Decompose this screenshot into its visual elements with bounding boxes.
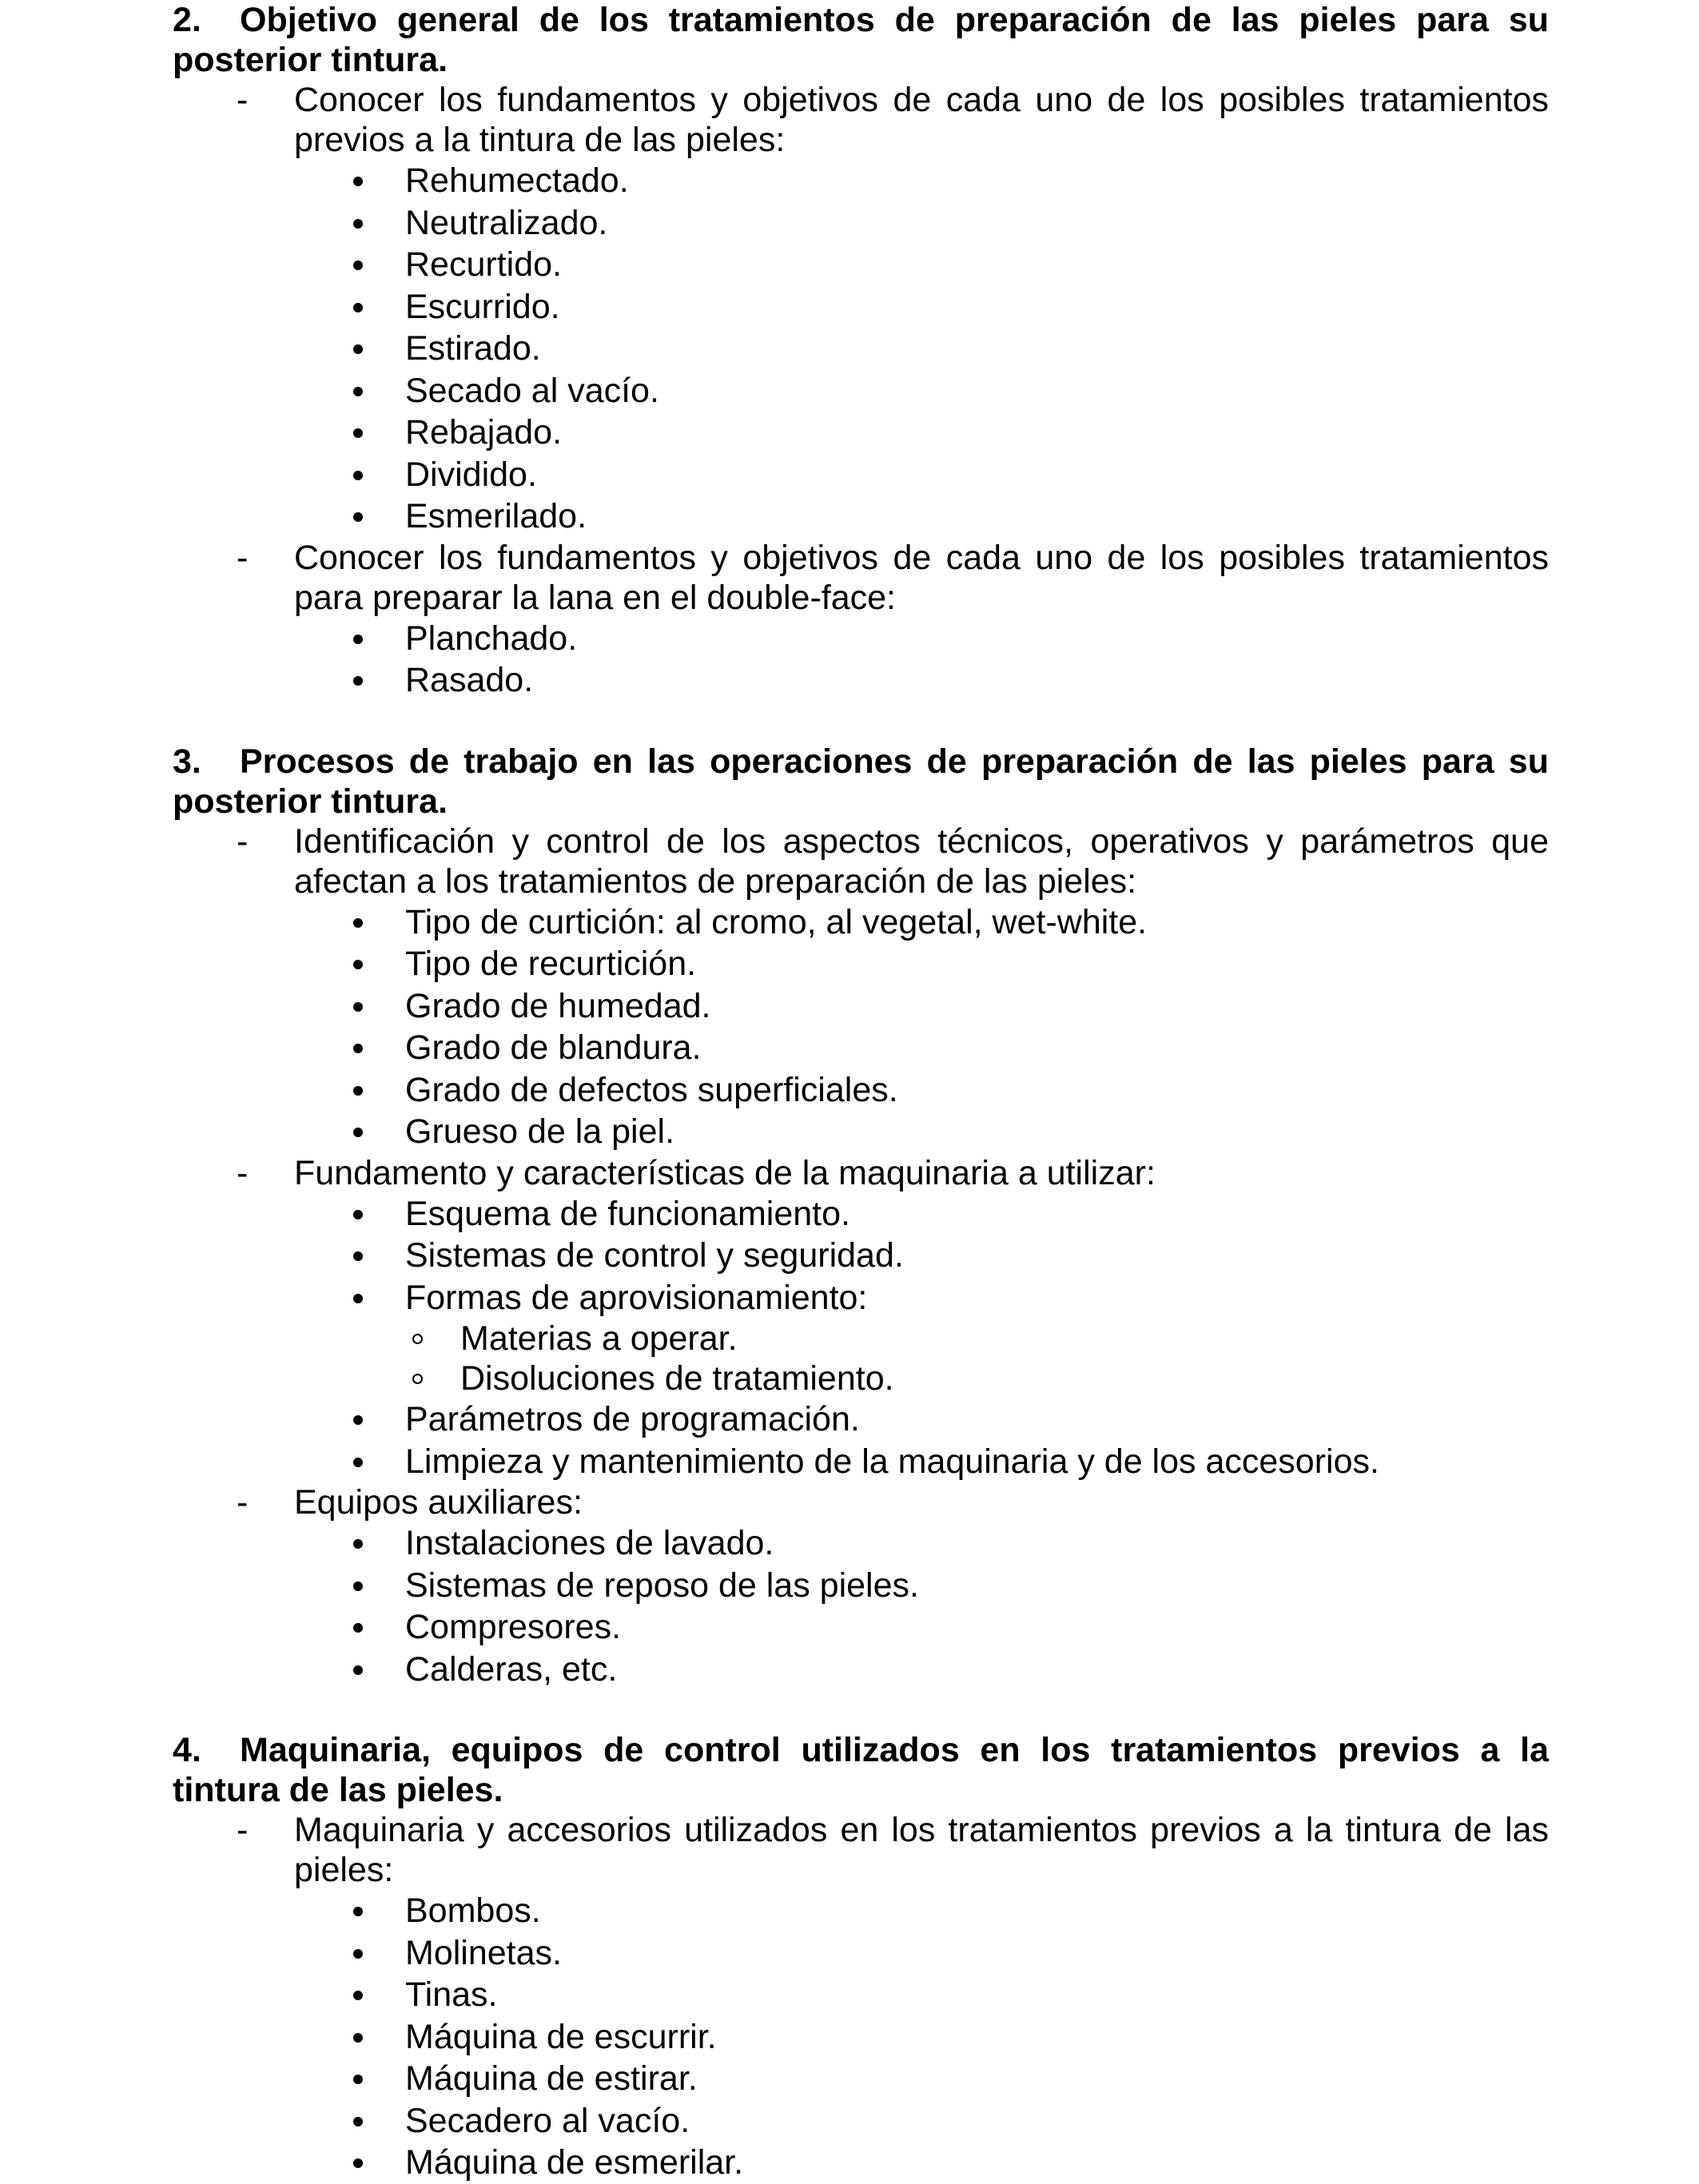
bullet-item [173,1522,1549,1565]
bullet-item [173,985,1549,1028]
bullet-text: Instalaciones de lavado. [405,1524,774,1562]
bullet-item [173,2016,1549,2059]
bullet-text: Tipo de curtición: al cromo, al vegetal, wet-white. [405,902,1148,941]
dash-list-item [173,1482,1549,1522]
bullet-item [173,901,1549,944]
bullet-item [173,2058,1549,2100]
bullet-text: Rebajado. [405,413,563,452]
bullet-text: Tinas. [405,1975,498,2014]
bullet-icon [353,1294,363,1303]
bullet-text: Rasado. [405,661,534,699]
bullet-item [173,244,1549,286]
section-title-text: Maquinaria, equipos de control utilizados en los tratamientos previos a la tintura de las pieles. [173,1731,1549,1809]
sub-bullet-item [173,1359,1549,1398]
dash-marker: - [237,1153,249,1192]
bullet-icon [353,2117,363,2126]
bullet-icon [353,1251,363,1261]
section-title-text: Objetivo general de los tratamientos de preparación de las pieles para su posterior tintura. [173,1,1549,79]
bullet-icon [353,1991,363,2000]
bullet-text: Bombos. [405,1892,541,1930]
bullet-icon [353,1539,363,1549]
bullet-icon [353,1002,363,1012]
bullet-item [173,1441,1549,1483]
bullet-icon [353,960,363,969]
bullet-text: Secadero al vacío. [405,2101,690,2140]
bullet-item [173,370,1549,412]
bullet-list [173,618,1549,702]
dash-list-item [173,538,1549,618]
section-number: 3. [173,742,201,781]
bullet-text: Sistemas de control y seguridad. [405,1236,904,1275]
bullet-text: Rehumectado. [405,161,629,200]
section-number: 2. [173,1,201,39]
bullet-text: Grado de defectos superficiales. [405,1070,898,1109]
dash-marker: - [237,538,249,577]
section-number: 4. [173,1731,201,1769]
bullet-icon [353,2075,363,2084]
circle-bullet-icon [412,1374,423,1384]
sub-bullet-item [173,1319,1549,1359]
bullet-item [173,1235,1549,1277]
bullet-text: Secado al vacío. [405,371,659,410]
bullet-text: Dividido. [405,455,537,494]
dash-marker: - [237,81,249,119]
bullet-item [173,495,1549,538]
dash-item-text: Conocer los fundamentos y objetivos de cada uno de los posibles tratamientos previos a la tintura de las pieles: [294,81,1549,159]
bullet-text: Recurtido. [405,245,562,284]
bullet-icon [353,344,363,354]
bullet-text: Máquina de estirar. [405,2059,698,2098]
dash-list-item [173,1153,1549,1193]
bullet-icon [353,1044,363,1053]
dash-item-text: Conocer los fundamentos y objetivos de cada uno de los posibles tratamientos para preparar la lana en el double-face: [294,538,1549,617]
bullet-list [173,1193,1549,1483]
dash-item-text: Maquinaria y accesorios utilizados en los tratamientos previos a la tintura de las pieles: [294,1811,1549,1889]
bullet-icon [353,918,363,928]
document-body [173,0,1549,2184]
bullet-item [173,286,1549,328]
bullet-text: Sistemas de reposo de las pieles. [405,1565,919,1605]
bullet-text: Máquina de escurrir. [405,2017,717,2056]
dash-marker: - [237,1483,249,1522]
dash-item-text: Fundamento y características de la maquinaria a utilizar: [294,1153,1156,1192]
bullet-item [173,412,1549,454]
circle-bullet-icon [412,1334,423,1344]
bullet-text: Máquina de esmerilar. [405,2143,744,2182]
bullet-item [173,659,1549,702]
bullet-text: Parámetros de programación. [405,1400,860,1438]
bullet-item [173,1606,1549,1649]
bullet-icon [353,1581,363,1591]
bullet-icon [353,1458,363,1467]
bullet-icon [353,1623,363,1633]
dash-item-text: Identificación y control de los aspectos técnicos, operativos y parámetros que afectan a los tratamientos de preparación de las pieles: [294,821,1549,901]
bullet-text: Grado de humedad. [405,986,711,1025]
bullet-item [173,618,1549,660]
sub-bullet-text: Materias a operar. [460,1319,738,1358]
bullet-item [173,1027,1549,1069]
bullet-text: Estirado. [405,329,541,368]
bullet-icon [353,428,363,438]
bullet-list [173,901,1549,1153]
section-heading [173,742,1549,821]
bullet-icon [353,2033,363,2043]
bullet-item [173,1193,1549,1235]
bullet-item [173,1974,1549,2016]
bullet-item [173,943,1549,985]
sub-bullet-text: Disoluciones de tratamiento. [460,1359,894,1398]
bullet-item [173,1932,1549,1975]
section-title-text: Procesos de trabajo en las operaciones de preparación de las pieles para su posterior tintura. [173,742,1549,821]
bullet-icon [353,177,363,186]
dash-list-item [173,821,1549,901]
section-spacer [173,1690,1549,1730]
bullet-list [173,1890,1549,2184]
bullet-item [173,2142,1549,2184]
bullet-icon [353,2158,363,2168]
bullet-text: Compresores. [405,1608,622,1646]
bullet-item [173,1069,1549,1112]
bullet-text: Grado de blandura. [405,1028,702,1067]
bullet-text: Molinetas. [405,1933,562,1972]
dash-item-text: Equipos auxiliares: [294,1483,583,1522]
bullet-text: Tipo de recurtición. [405,945,697,983]
section-heading [173,1730,1549,1810]
bullet-text: Grueso de la piel. [405,1112,675,1151]
bullet-text: Escurrido. [405,287,560,326]
bullet-icon [353,676,363,686]
bullet-item [173,1890,1549,1932]
dash-list-item [173,1810,1549,1890]
bullet-item [173,454,1549,496]
dash-marker: - [237,1811,249,1849]
bullet-icon [353,1949,363,1959]
bullet-icon [353,1210,363,1219]
bullet-item [173,160,1549,202]
bullet-icon [353,1415,363,1425]
bullet-text: Esmerilado. [405,497,587,535]
bullet-item [173,1565,1549,1607]
dash-marker: - [237,821,249,861]
bullet-icon [353,635,363,644]
bullet-item [173,1398,1549,1441]
bullet-item [173,328,1549,370]
section-heading [173,0,1549,80]
bullet-text: Neutralizado. [405,203,608,242]
bullet-icon [353,219,363,229]
bullet-text: Calderas, etc. [405,1649,618,1689]
bullet-text: Formas de aprovisionamiento: [405,1278,868,1317]
dash-list-item [173,80,1549,160]
bullet-icon [353,387,363,396]
bullet-icon [353,471,363,480]
bullet-list [173,1522,1549,1690]
bullet-text: Limpieza y mantenimiento de la maquinaria y de los accesorios. [405,1442,1379,1481]
bullet-icon [353,261,363,270]
bullet-item [173,1277,1549,1319]
bullet-item [173,1111,1549,1153]
bullet-icon [353,1665,363,1675]
bullet-item [173,1649,1549,1691]
bullet-icon [353,1907,363,1916]
bullet-icon [353,303,363,312]
bullet-item [173,2100,1549,2142]
bullet-text: Esquema de funcionamiento. [405,1194,850,1233]
section-spacer [173,702,1549,742]
bullet-list [173,160,1549,538]
bullet-icon [353,512,363,522]
bullet-icon [353,1128,363,1137]
bullet-item [173,202,1549,245]
bullet-text: Planchado. [405,619,578,658]
bullet-icon [353,1086,363,1096]
